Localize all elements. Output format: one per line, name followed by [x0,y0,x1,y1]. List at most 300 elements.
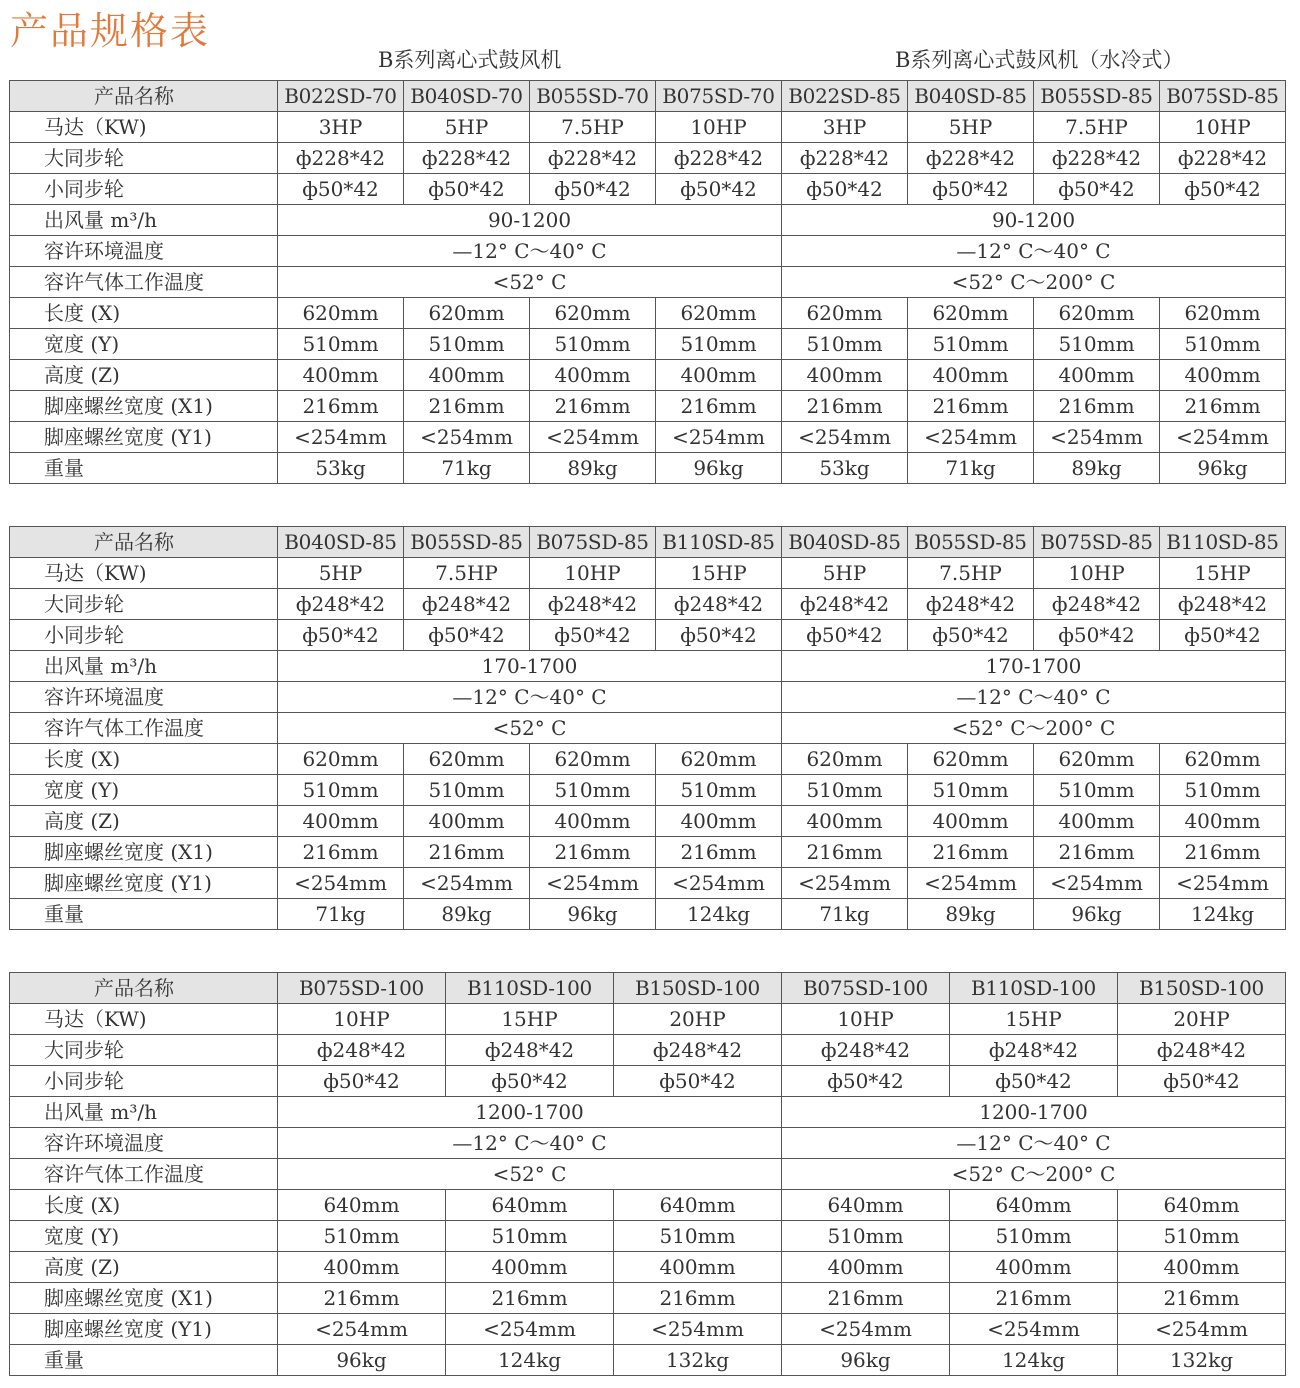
y1-cell: <254mm [1034,422,1160,453]
row-label-len: 长度 (X) [10,1190,278,1221]
model-cell: B040SD-85 [782,527,908,558]
table-row [10,713,1286,744]
row-label-wt: 重量 [10,453,278,484]
big-cell: ф228*42 [656,143,782,174]
y1-cell: <254mm [530,422,656,453]
row-label-wid: 宽度 (Y) [10,775,278,806]
y1-cell: <254mm [908,868,1034,899]
row-label-air: 出风量 m³/h [10,651,278,682]
air-cell: 1200-1700 [278,1097,782,1128]
wid-cell: 510mm [404,775,530,806]
air-cell: 1200-1700 [782,1097,1286,1128]
motor-cell: 3HP [782,112,908,143]
wt-cell: 124kg [446,1345,614,1376]
x1-cell: 216mm [278,1283,446,1314]
gas-cell: <52° C [278,1159,782,1190]
hei-cell: 400mm [782,360,908,391]
x1-cell: 216mm [1118,1283,1286,1314]
table-row [10,589,1286,620]
wid-cell: 510mm [530,775,656,806]
model-cell: B075SD-100 [278,973,446,1004]
small-cell: ф50*42 [908,174,1034,205]
wt-cell: 71kg [404,453,530,484]
table-row [10,1221,1286,1252]
table-row [10,744,1286,775]
table-row [10,868,1286,899]
small-cell: ф50*42 [656,620,782,651]
wt-cell: 96kg [1034,899,1160,930]
len-cell: 620mm [1034,744,1160,775]
air-cell: 90-1200 [278,205,782,236]
big-cell: ф228*42 [1160,143,1286,174]
x1-cell: 216mm [530,837,656,868]
amb-cell: —12° C～40° C [782,1128,1286,1159]
y1-cell: <254mm [782,422,908,453]
x1-cell: 216mm [656,391,782,422]
wid-cell: 510mm [656,775,782,806]
table-row [10,81,1286,112]
row-label-name: 产品名称 [10,973,278,1004]
wid-cell: 510mm [404,329,530,360]
table-row [10,1128,1286,1159]
table-row [10,1345,1286,1376]
table-row [10,527,1286,558]
wt-cell: 96kg [530,899,656,930]
row-label-big: 大同步轮 [10,1035,278,1066]
model-cell: B055SD-70 [530,81,656,112]
model-cell: B075SD-85 [530,527,656,558]
hei-cell: 400mm [278,360,404,391]
small-cell: ф50*42 [1160,174,1286,205]
table-row [10,806,1286,837]
table-row [10,775,1286,806]
big-cell: ф248*42 [614,1035,782,1066]
table-row [10,422,1286,453]
big-cell: ф248*42 [446,1035,614,1066]
table-row [10,236,1286,267]
table-row [10,267,1286,298]
big-cell: ф248*42 [908,589,1034,620]
table-row [10,1066,1286,1097]
wid-cell: 510mm [782,329,908,360]
big-cell: ф248*42 [278,1035,446,1066]
hei-cell: 400mm [1160,360,1286,391]
hei-cell: 400mm [278,806,404,837]
y1-cell: <254mm [1118,1314,1286,1345]
motor-cell: 10HP [278,1004,446,1035]
wid-cell: 510mm [782,775,908,806]
amb-cell: —12° C～40° C [278,236,782,267]
row-label-motor: 马达（KW) [10,1004,278,1035]
big-cell: ф248*42 [1160,589,1286,620]
big-cell: ф248*42 [404,589,530,620]
motor-cell: 5HP [278,558,404,589]
table-row [10,1283,1286,1314]
x1-cell: 216mm [1034,391,1160,422]
model-cell: B040SD-70 [404,81,530,112]
motor-cell: 7.5HP [908,558,1034,589]
model-cell: B075SD-85 [1160,81,1286,112]
amb-cell: —12° C～40° C [278,682,782,713]
table-row [10,329,1286,360]
motor-cell: 15HP [446,1004,614,1035]
model-cell: B055SD-85 [1034,81,1160,112]
motor-cell: 10HP [1160,112,1286,143]
model-cell: B055SD-85 [908,527,1034,558]
small-cell: ф50*42 [782,174,908,205]
row-label-name: 产品名称 [10,527,278,558]
motor-cell: 7.5HP [1034,112,1160,143]
motor-cell: 10HP [1034,558,1160,589]
amb-cell: —12° C～40° C [782,236,1286,267]
big-cell: ф228*42 [782,143,908,174]
small-cell: ф50*42 [404,174,530,205]
table-row [10,1314,1286,1345]
motor-cell: 15HP [656,558,782,589]
len-cell: 620mm [1160,298,1286,329]
motor-cell: 5HP [782,558,908,589]
table-row [10,682,1286,713]
gas-cell: <52° C～200° C [782,267,1286,298]
big-cell: ф228*42 [908,143,1034,174]
wid-cell: 510mm [614,1221,782,1252]
motor-cell: 15HP [1160,558,1286,589]
small-cell: ф50*42 [446,1066,614,1097]
table-row [10,837,1286,868]
model-cell: B110SD-100 [446,973,614,1004]
wt-cell: 71kg [782,899,908,930]
y1-cell: <254mm [530,868,656,899]
big-cell: ф228*42 [1034,143,1160,174]
x1-cell: 216mm [530,391,656,422]
motor-cell: 10HP [530,558,656,589]
wid-cell: 510mm [950,1221,1118,1252]
model-cell: B040SD-85 [908,81,1034,112]
model-cell: B110SD-85 [656,527,782,558]
wt-cell: 132kg [1118,1345,1286,1376]
y1-cell: <254mm [278,1314,446,1345]
len-cell: 620mm [656,744,782,775]
row-label-small: 小同步轮 [10,174,278,205]
hei-cell: 400mm [782,1252,950,1283]
wt-cell: 96kg [1160,453,1286,484]
x1-cell: 216mm [404,837,530,868]
row-label-gas: 容许气体工作温度 [10,267,278,298]
len-cell: 620mm [782,744,908,775]
small-cell: ф50*42 [908,620,1034,651]
motor-cell: 10HP [782,1004,950,1035]
y1-cell: <254mm [782,868,908,899]
len-cell: 620mm [908,298,1034,329]
hei-cell: 400mm [530,806,656,837]
x1-cell: 216mm [278,837,404,868]
model-cell: B040SD-85 [278,527,404,558]
big-cell: ф248*42 [530,589,656,620]
hei-cell: 400mm [656,360,782,391]
wid-cell: 510mm [1160,329,1286,360]
y1-cell: <254mm [1160,422,1286,453]
y1-cell: <254mm [404,422,530,453]
wid-cell: 510mm [278,329,404,360]
row-label-big: 大同步轮 [10,143,278,174]
y1-cell: <254mm [1160,868,1286,899]
row-label-wt: 重量 [10,899,278,930]
row-label-x1: 脚座螺丝宽度 (X1) [10,1283,278,1314]
hei-cell: 400mm [446,1252,614,1283]
wid-cell: 510mm [1034,329,1160,360]
small-cell: ф50*42 [1160,620,1286,651]
y1-cell: <254mm [782,1314,950,1345]
model-cell: B022SD-70 [278,81,404,112]
len-cell: 620mm [530,744,656,775]
x1-cell: 216mm [782,837,908,868]
y1-cell: <254mm [278,868,404,899]
motor-cell: 5HP [404,112,530,143]
wt-cell: 96kg [782,1345,950,1376]
hei-cell: 400mm [404,360,530,391]
row-label-len: 长度 (X) [10,298,278,329]
small-cell: ф50*42 [404,620,530,651]
table-row [10,391,1286,422]
wt-cell: 96kg [278,1345,446,1376]
len-cell: 620mm [1160,744,1286,775]
series-title-standard: B系列离心式鼓风机 [378,48,562,72]
amb-cell: —12° C～40° C [782,682,1286,713]
hei-cell: 400mm [614,1252,782,1283]
table-row [10,360,1286,391]
hei-cell: 400mm [1118,1252,1286,1283]
small-cell: ф50*42 [1034,174,1160,205]
len-cell: 620mm [782,298,908,329]
wt-cell: 124kg [656,899,782,930]
wid-cell: 510mm [1160,775,1286,806]
wid-cell: 510mm [1034,775,1160,806]
x1-cell: 216mm [446,1283,614,1314]
gas-cell: <52° C [278,713,782,744]
table-row [10,899,1286,930]
model-cell: B110SD-100 [950,973,1118,1004]
hei-cell: 400mm [656,806,782,837]
hei-cell: 400mm [1160,806,1286,837]
big-cell: ф248*42 [278,589,404,620]
hei-cell: 400mm [908,360,1034,391]
len-cell: 620mm [278,744,404,775]
motor-cell: 3HP [278,112,404,143]
len-cell: 620mm [404,744,530,775]
air-cell: 170-1700 [782,651,1286,682]
model-cell: B075SD-70 [656,81,782,112]
table-row [10,298,1286,329]
y1-cell: <254mm [656,868,782,899]
row-label-amb: 容许环境温度 [10,682,278,713]
big-cell: ф248*42 [782,1035,950,1066]
wt-cell: 71kg [908,453,1034,484]
row-label-y1: 脚座螺丝宽度 (Y1) [10,868,278,899]
row-label-big: 大同步轮 [10,589,278,620]
wt-cell: 132kg [614,1345,782,1376]
table-row [10,1190,1286,1221]
row-label-name: 产品名称 [10,81,278,112]
air-cell: 90-1200 [782,205,1286,236]
row-label-motor: 马达（KW) [10,558,278,589]
row-label-amb: 容许环境温度 [10,1128,278,1159]
hei-cell: 400mm [530,360,656,391]
x1-cell: 216mm [908,391,1034,422]
table-row [10,1004,1286,1035]
small-cell: ф50*42 [950,1066,1118,1097]
page-title: 产品规格表 [10,9,211,53]
big-cell: ф248*42 [950,1035,1118,1066]
row-label-wid: 宽度 (Y) [10,329,278,360]
x1-cell: 216mm [656,837,782,868]
x1-cell: 216mm [908,837,1034,868]
table-row [10,453,1286,484]
table-row [10,143,1286,174]
len-cell: 620mm [1034,298,1160,329]
model-cell: B075SD-100 [782,973,950,1004]
wt-cell: 89kg [530,453,656,484]
row-label-x1: 脚座螺丝宽度 (X1) [10,837,278,868]
y1-cell: <254mm [656,422,782,453]
y1-cell: <254mm [1034,868,1160,899]
spec-table-2 [9,526,1286,930]
wt-cell: 124kg [950,1345,1118,1376]
wt-cell: 89kg [404,899,530,930]
small-cell: ф50*42 [278,174,404,205]
model-cell: B150SD-100 [614,973,782,1004]
motor-cell: 20HP [1118,1004,1286,1035]
table-row [10,112,1286,143]
wt-cell: 71kg [278,899,404,930]
small-cell: ф50*42 [530,174,656,205]
big-cell: ф228*42 [530,143,656,174]
table-row [10,973,1286,1004]
spec-table-1 [9,80,1286,484]
big-cell: ф248*42 [656,589,782,620]
len-cell: 640mm [782,1190,950,1221]
hei-cell: 400mm [1034,806,1160,837]
model-cell: B110SD-85 [1160,527,1286,558]
small-cell: ф50*42 [530,620,656,651]
model-cell: B150SD-100 [1118,973,1286,1004]
big-cell: ф228*42 [278,143,404,174]
x1-cell: 216mm [1160,391,1286,422]
wt-cell: 96kg [656,453,782,484]
row-label-wt: 重量 [10,1345,278,1376]
y1-cell: <254mm [614,1314,782,1345]
len-cell: 640mm [1118,1190,1286,1221]
hei-cell: 400mm [950,1252,1118,1283]
hei-cell: 400mm [782,806,908,837]
small-cell: ф50*42 [656,174,782,205]
small-cell: ф50*42 [278,620,404,651]
row-label-hei: 高度 (Z) [10,1252,278,1283]
y1-cell: <254mm [950,1314,1118,1345]
len-cell: 640mm [614,1190,782,1221]
small-cell: ф50*42 [1118,1066,1286,1097]
motor-cell: 10HP [656,112,782,143]
x1-cell: 216mm [782,1283,950,1314]
motor-cell: 7.5HP [530,112,656,143]
wid-cell: 510mm [782,1221,950,1252]
row-label-len: 长度 (X) [10,744,278,775]
wt-cell: 89kg [1034,453,1160,484]
row-label-wid: 宽度 (Y) [10,1221,278,1252]
series-title-water-cooled: B系列离心式鼓风机（水冷式） [895,48,1184,72]
amb-cell: —12° C～40° C [278,1128,782,1159]
x1-cell: 216mm [1160,837,1286,868]
wid-cell: 510mm [656,329,782,360]
row-label-motor: 马达（KW) [10,112,278,143]
x1-cell: 216mm [782,391,908,422]
wid-cell: 510mm [530,329,656,360]
gas-cell: <52° C [278,267,782,298]
small-cell: ф50*42 [614,1066,782,1097]
len-cell: 620mm [656,298,782,329]
wt-cell: 53kg [782,453,908,484]
row-label-amb: 容许环境温度 [10,236,278,267]
x1-cell: 216mm [614,1283,782,1314]
len-cell: 640mm [950,1190,1118,1221]
y1-cell: <254mm [278,422,404,453]
len-cell: 620mm [278,298,404,329]
x1-cell: 216mm [404,391,530,422]
model-cell: B022SD-85 [782,81,908,112]
wt-cell: 124kg [1160,899,1286,930]
wid-cell: 510mm [446,1221,614,1252]
small-cell: ф50*42 [782,1066,950,1097]
small-cell: ф50*42 [278,1066,446,1097]
y1-cell: <254mm [404,868,530,899]
table-row [10,1252,1286,1283]
small-cell: ф50*42 [782,620,908,651]
hei-cell: 400mm [404,806,530,837]
y1-cell: <254mm [908,422,1034,453]
motor-cell: 20HP [614,1004,782,1035]
big-cell: ф248*42 [782,589,908,620]
len-cell: 620mm [404,298,530,329]
table-row [10,1159,1286,1190]
motor-cell: 15HP [950,1004,1118,1035]
x1-cell: 216mm [1034,837,1160,868]
y1-cell: <254mm [446,1314,614,1345]
hei-cell: 400mm [1034,360,1160,391]
row-label-hei: 高度 (Z) [10,806,278,837]
row-label-small: 小同步轮 [10,1066,278,1097]
wt-cell: 89kg [908,899,1034,930]
motor-cell: 5HP [908,112,1034,143]
air-cell: 170-1700 [278,651,782,682]
table-row [10,205,1286,236]
small-cell: ф50*42 [1034,620,1160,651]
row-label-air: 出风量 m³/h [10,1097,278,1128]
row-label-hei: 高度 (Z) [10,360,278,391]
wid-cell: 510mm [908,329,1034,360]
x1-cell: 216mm [278,391,404,422]
row-label-x1: 脚座螺丝宽度 (X1) [10,391,278,422]
row-label-gas: 容许气体工作温度 [10,713,278,744]
model-cell: B055SD-85 [404,527,530,558]
big-cell: ф248*42 [1034,589,1160,620]
wid-cell: 510mm [908,775,1034,806]
table-row [10,620,1286,651]
len-cell: 620mm [908,744,1034,775]
gas-cell: <52° C～200° C [782,713,1286,744]
model-cell: B075SD-85 [1034,527,1160,558]
row-label-y1: 脚座螺丝宽度 (Y1) [10,422,278,453]
table-row [10,558,1286,589]
row-label-y1: 脚座螺丝宽度 (Y1) [10,1314,278,1345]
